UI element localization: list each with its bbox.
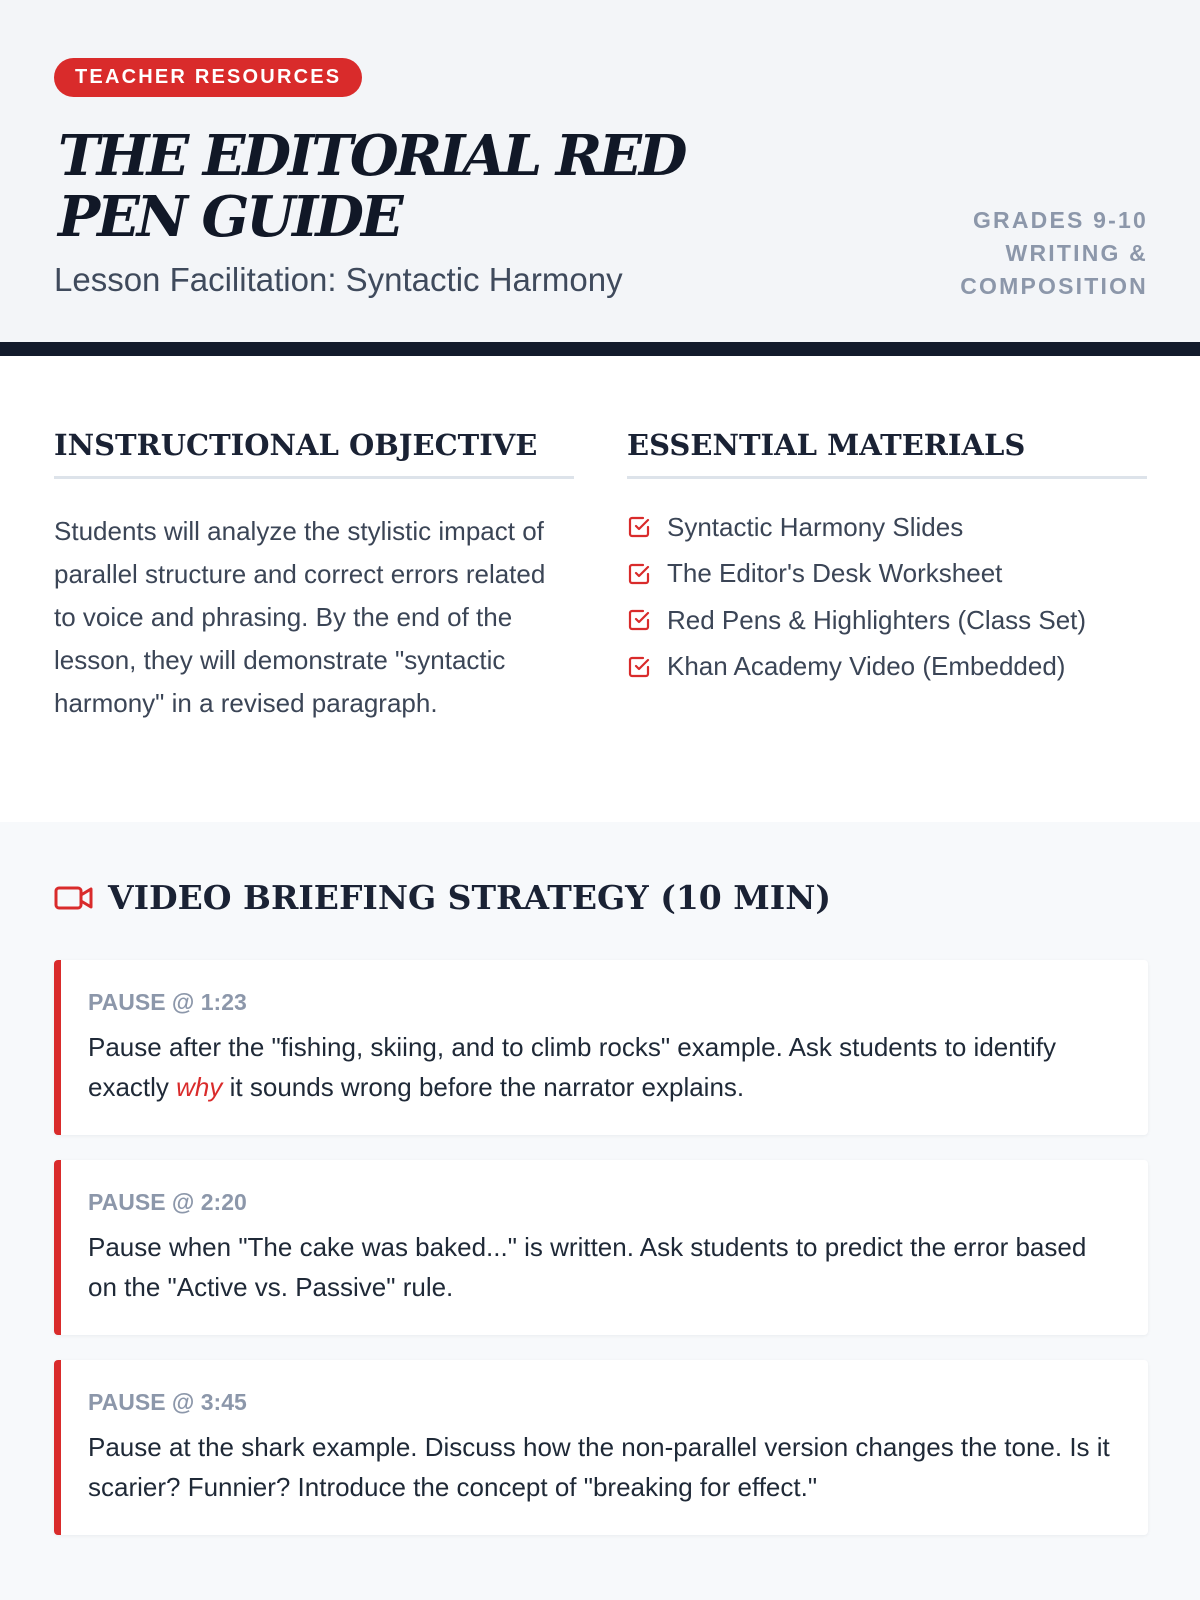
material-label: Syntactic Harmony Slides [667, 511, 964, 542]
materials-heading: ESSENTIAL MATERIALS [627, 428, 1147, 479]
emphasis-word: why [176, 1072, 223, 1102]
pause-timestamp: PAUSE @ 1:23 [88, 989, 247, 1015]
pause-card [54, 960, 1148, 1135]
pause-text-part: it sounds wrong before the narrator explains. [222, 1072, 745, 1102]
grade-info [888, 204, 1148, 303]
material-label: Khan Academy Video (Embedded) [667, 651, 1066, 682]
material-item [627, 551, 1147, 598]
materials-list [627, 504, 1147, 690]
page-title: THE EDITORIAL RED PEN GUIDE [58, 123, 685, 250]
material-label: The Editor's Desk Worksheet [667, 558, 1003, 589]
material-item [627, 504, 1147, 551]
pause-instructions: Pause at the shark example. Discuss how the non-parallel version changes the tone. Is it scarier? Funnier? Introduce the concept of "breaking for effect." [88, 1432, 1110, 1502]
objective-heading: INSTRUCTIONAL OBJECTIVE [54, 428, 574, 479]
checkbox-checked-icon [627, 515, 651, 539]
pause-timestamp: PAUSE @ 2:20 [88, 1189, 247, 1215]
pause-instructions: Pause when "The cake was baked..." is written. Ask students to predict the error based on the "Active vs. Passive" rule. [88, 1232, 1087, 1302]
video-camera-icon [54, 885, 94, 911]
grade-level: GRADES 9-10 [972, 207, 1148, 233]
page-header [0, 0, 1200, 356]
pause-card [54, 1160, 1148, 1335]
checkbox-checked-icon [627, 655, 651, 679]
pause-timestamp: PAUSE @ 3:45 [88, 1389, 247, 1415]
video-strategy-heading [54, 874, 831, 922]
teacher-resources-badge: TEACHER RESOURCES [54, 58, 362, 97]
subject-line-1: WRITING & [1005, 240, 1148, 266]
objective-text: Students will analyze the stylistic impact of parallel structure and correct errors related to voice and phrasing. By the end of the lesson, they will demonstrate "syntactic harmony" in a revised paragraph. [54, 516, 546, 718]
page-subtitle: Lesson Facilitation: Syntactic Harmony [54, 261, 623, 298]
pause-text-part: Pause after the "fishing, skiing, and to climb rocks" example. Ask students to identify exactly [88, 1032, 1056, 1102]
checkbox-checked-icon [627, 608, 651, 632]
subject-line-2: COMPOSITION [960, 273, 1148, 299]
material-item [627, 597, 1147, 644]
pause-card [54, 1360, 1148, 1535]
material-item [627, 644, 1147, 691]
pause-instructions [88, 1027, 1118, 1107]
material-label: Red Pens & Highlighters (Class Set) [667, 604, 1087, 635]
checkbox-checked-icon [627, 562, 651, 586]
video-strategy-title: VIDEO BRIEFING STRATEGY (10 MIN) [108, 878, 831, 917]
